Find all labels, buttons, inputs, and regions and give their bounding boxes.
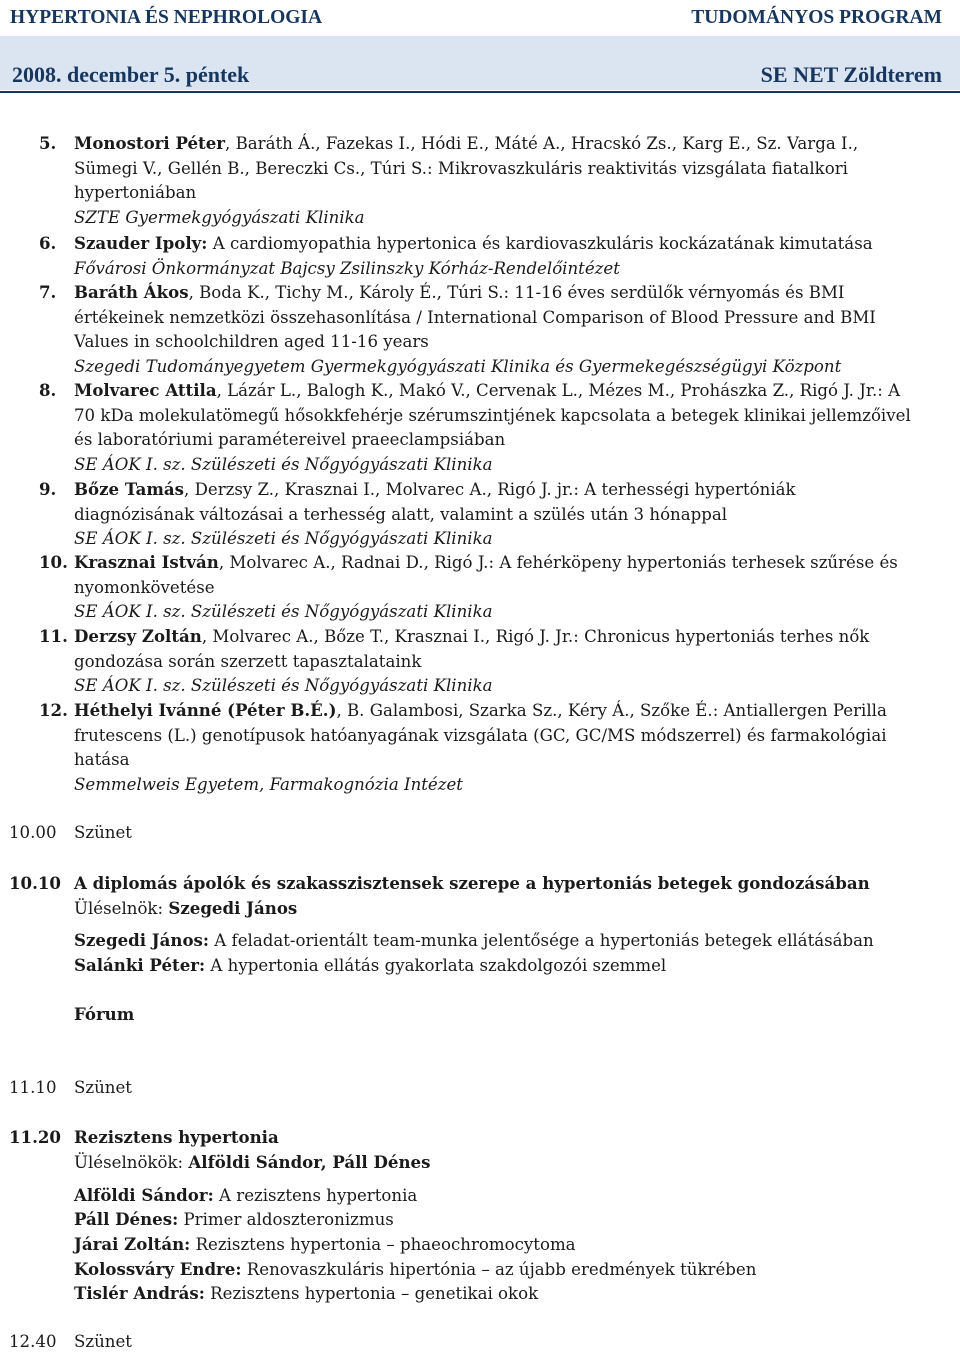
talk-title: Rezisztens hypertonia – genetikai okok [210,1284,539,1303]
item-institution: Szegedi Tudományegyetem Gyermekgyógyászati Klinika és Gyermekegészségügyi Központ [74,356,842,376]
break-label: Szünet [74,1078,132,1097]
item-presenter: Krasznai István [74,552,219,572]
program-item [39,378,919,477]
item-institution: SE ÁOK I. sz. Szülészeti és Nőgyógyászati Klinika [74,676,493,695]
item-institution: SE ÁOK I. sz. Szülészeti és Nőgyógyászati Klinika [74,454,493,474]
item-presenter: Bőze Tamás [74,479,185,499]
item-text: , Molvarec A., Bőze T., Krasznai I., Rigó J. Jr.: Chronicus hypertoniás terhes nők gondozása során szerzett tapasztalataink [74,627,870,671]
program-item [39,698,919,797]
talk-title: Rezisztens hypertonia – phaeochromocytoma [195,1235,576,1254]
session-title: A diplomás ápolók és szakasszisztensek szerepe a hypertoniás betegek gondozásában [74,873,870,893]
item-text: , Lázár L., Balogh K., Makó V., Cervenak L., Mézes M., Prohászka Z., Rigó J. Jr.: A 70 kDa molekulatömegű hősokkfehérje szérumszintjének kapcsolata a betegek klinikai jellemzőivel és laboratóriumi paramétereivel praeeclampsiában [74,381,911,449]
date-banner [0,36,960,90]
program-item [39,131,919,230]
talk-speaker: Kolossváry Endre: [74,1259,242,1279]
page-header [0,2,960,32]
chair-label: Üléselnök: [74,899,164,918]
break-time: 12.40 [9,1332,57,1351]
item-presenter: Baráth Ákos [74,282,189,302]
program-item [39,624,919,699]
talk-speaker: Páll Dénes: [74,1209,179,1229]
item-text: , Baráth Á., Fazekas I., Hódi E., Máté A., Hracskó Zs., Karg E., Sz. Varga I., Sümegi V., Gellén B., Bereczki Cs., Túri S.: Mikrovaszkuláris reaktivitás vizsgálata fiatalkori hypertoniában [74,134,859,202]
item-number: 12. [39,700,68,720]
talk-title: A feladat-orientált team-munka jelentősége a hypertoniás betegek ellátásában [214,931,874,950]
item-presenter: Monostori Péter [74,133,226,153]
item-number: 10. [39,552,68,572]
item-institution: Semmelweis Egyetem, Farmakognózia Intézet [74,774,463,794]
chair-name: Alföldi Sándor, Páll Dénes [188,1152,431,1172]
item-number: 7. [39,282,57,302]
item-institution: SE ÁOK I. sz. Szülészeti és Nőgyógyászati Klinika [74,602,493,621]
item-text: , Derzsy Z., Krasznai I., Molvarec A., Rigó J. jr.: A terhességi hypertóniák diagnózisának változásai a terhesség alatt, valamint a szülés után 3 hónappal [74,480,796,524]
item-number: 6. [39,233,57,253]
program-item [39,231,919,281]
talk-speaker: Salánki Péter: [74,955,206,975]
session-title: Rezisztens hypertonia [74,1127,279,1147]
program-item [39,550,919,625]
break-label: Szünet [74,823,132,842]
item-presenter: Szauder Ipoly: [74,233,208,253]
header-venue: SE NET Zöldterem [760,62,942,87]
item-number: 8. [39,380,57,400]
session-time: 10.10 [9,873,61,893]
talk-line [74,1281,538,1306]
header-date: 2008. december 5. péntek [12,62,250,87]
header-left-title: HYPERTONIA ÉS NEPHROLOGIA [10,7,323,28]
break-time: 10.00 [9,823,57,842]
talk-line [74,1257,756,1282]
talk-title: A hypertonia ellátás gyakorlata szakdolgozói szemmel [210,956,667,975]
break-label: Szünet [74,1332,132,1351]
item-text: , Molvarec A., Radnai D., Rigó J.: A fehérköpeny hypertoniás terhesek szűrése és nyomonkövetése [74,553,898,597]
item-presenter: Derzsy Zoltán [74,626,202,646]
talk-speaker: Alföldi Sándor: [74,1185,214,1205]
session-chair [74,1150,430,1175]
talk-speaker: Szegedi János: [74,930,210,950]
item-number: 5. [39,133,57,153]
program-item [39,280,919,379]
talk-line [74,1207,394,1232]
item-number: 11. [39,626,68,646]
chair-label: Üléselnökök: [74,1153,184,1172]
program-item [39,477,919,552]
talk-title: Renovaszkuláris hipertónia – az újabb eredmények tükrében [246,1260,757,1279]
talk-line [74,1183,417,1208]
talk-line [74,928,874,953]
talk-line [74,953,666,978]
item-institution: SZTE Gyermekgyógyászati Klinika [74,207,365,227]
item-institution: Fővárosi Önkormányzat Bajcsy Zsilinszky Kórház-Rendelőintézet [74,258,620,278]
item-text: A cardiomyopathia hypertonica és kardiovaszkuláris kockázatának kimutatása [207,234,873,253]
header-right-title: TUDOMÁNYOS PROGRAM [691,7,942,28]
talk-line [74,1232,576,1257]
item-presenter: Héthelyi Ivánné (Péter B.É.) [74,700,337,720]
chair-name: Szegedi János [168,898,298,918]
item-institution: SE ÁOK I. sz. Szülészeti és Nőgyógyászati Klinika [74,529,493,548]
talk-title: A rezisztens hypertonia [219,1186,418,1205]
talk-title: Primer aldoszteronizmus [183,1210,394,1229]
item-text: , B. Galambosi, Szarka Sz., Kéry Á., Szőke É.: Antiallergen Perilla frutescens (L.) genotípusok hatóanyagának vizsgálata (GC, GC/MS módszerrel) és farmakológiai hatása [74,701,887,769]
forum-label: Fórum [74,1004,135,1024]
item-presenter: Molvarec Attila [74,380,217,400]
header-divider [0,91,960,93]
item-number: 9. [39,479,57,499]
session-time: 11.20 [9,1127,61,1147]
talk-speaker: Tislér András: [74,1283,205,1303]
item-text: , Boda K., Tichy M., Károly É., Túri S.: 11-16 éves serdülők vérnyomás és BMI értékeinek nemzetközi összehasonlítása / International Comparison of Blood Pressure and BMI Values in schoolchildren aged 11-16 years [74,283,876,351]
break-time: 11.10 [9,1078,57,1097]
session-chair [74,896,297,921]
talk-speaker: Járai Zoltán: [74,1234,191,1254]
